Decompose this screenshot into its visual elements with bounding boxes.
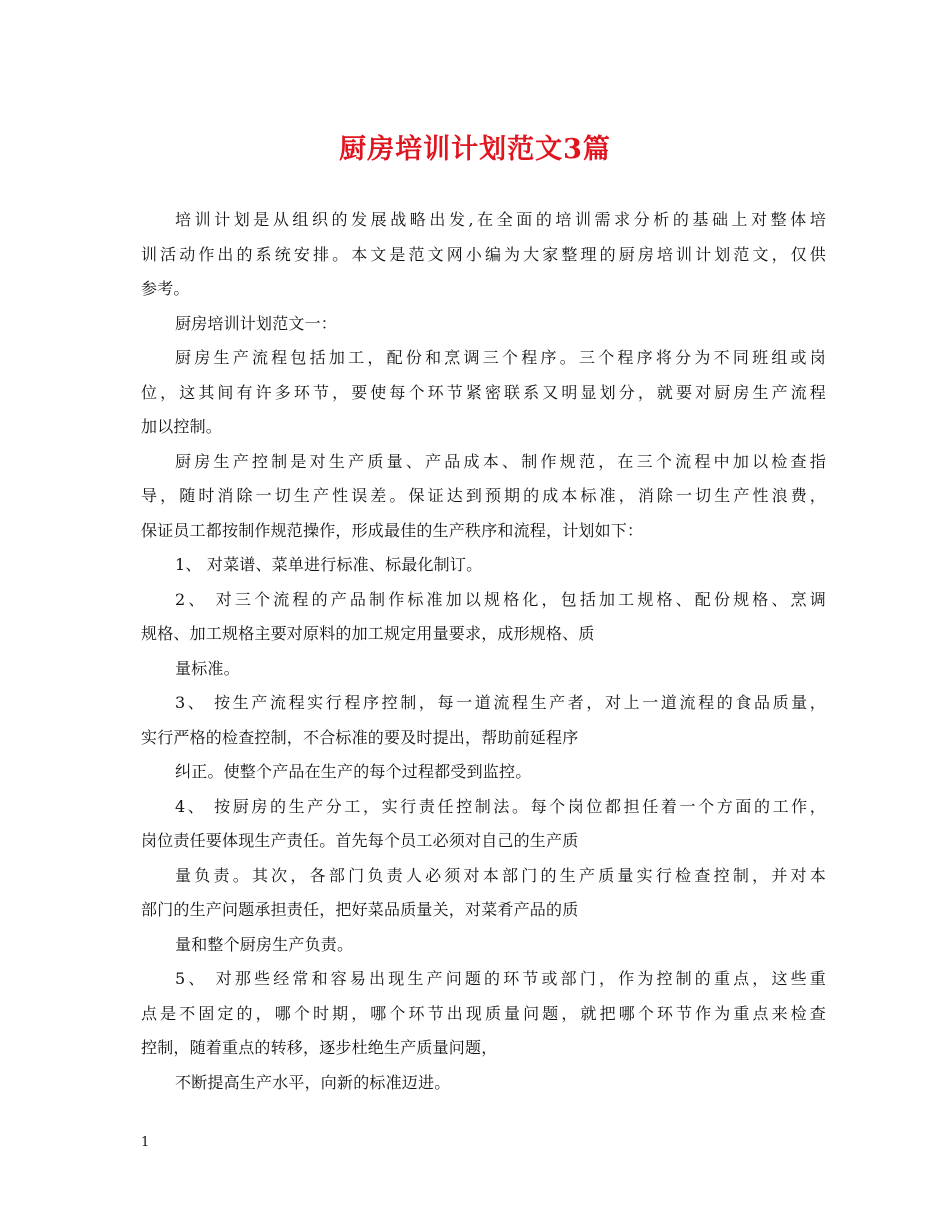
body-line: 保证员工都按制作规范操作，形成最佳的生产秩序和流程，计划如下： [141,520,644,540]
body-line: 厨房生产流程包括加工，配份和烹调三个程序。三个程序将分为不同班组或岗 [175,348,826,367]
body-line: 加以控制。 [141,417,223,436]
body-line: 参考。 [141,279,190,298]
body-line: 岗位责任要体现生产责任。首先每个员工必须对自己的生产质 [141,831,579,850]
page-number: 1 [141,1135,150,1150]
list-item: 4、 按厨房的生产分工，实行责任控制法。每个岗位都担任着一个方面的工作， [175,796,826,816]
section-heading: 厨房培训计划范文一： [175,313,338,333]
document-title: 厨房培训计划范文3篇 [339,134,611,165]
list-item: 5、 对那些经常和容易出现生产问题的环节或部门，作为控制的重点，这些重 [175,969,826,988]
body-line: 规格、加工规格主要对原料的加工规定用量要求，成形规格、质 [141,624,595,643]
list-item: 1、 对菜谱、菜单进行标准、标最化制订。 [175,555,483,574]
body-line: 厨房生产控制是对生产质量、产品成本、制作规范，在三个流程中加以检查指 [175,451,826,471]
body-line: 纠正。使整个产品在生产的每个过程都受到监控。 [175,762,532,781]
body-line: 位，这其间有许多环节，要使每个环节紧密联系又明显划分，就要对厨房生产流程 [141,382,826,402]
body-line: 实行严格的检查控制，不合标准的要及时提出，帮助前延程序 [141,727,579,747]
body-line: 不断提高生产水平，向新的标准迈进。 [175,1072,451,1092]
body-line: 导，随时消除一切生产性误差。保证达到预期的成本标准，消除一切生产性浪费， [141,486,826,505]
body-line: 培训计划是从组织的发展战略出发,在全面的培训需求分析的基础上对整体培 [175,210,826,229]
body-line: 量标准。 [175,658,240,678]
body-line: 点是不固定的，哪个时期，哪个环节出现质量问题，就把哪个环节作为重点来检查 [141,1003,826,1023]
body-line: 控制，随着重点的转移，逐步杜绝生产质量问题， [141,1038,498,1057]
list-item: 3、 按生产流程实行程序控制，每一道流程生产者，对上一道流程的食品质量， [175,693,826,712]
list-item: 2、 对三个流程的产品制作标准加以规格化，包括加工规格、配份规格、烹调 [175,589,826,609]
body-line: 部门的生产问题承担责任，把好菜品质量关，对菜肴产品的质 [141,900,579,919]
document-body [141,203,826,1100]
body-line: 量和整个厨房生产负责。 [175,934,354,954]
body-line: 训活动作出的系统安排。本文是范文网小编为大家整理的厨房培训计划范文，仅供 [141,244,826,264]
body-line: 量负责。其次，各部门负责人必须对本部门的生产质量实行检查控制，并对本 [175,865,826,885]
